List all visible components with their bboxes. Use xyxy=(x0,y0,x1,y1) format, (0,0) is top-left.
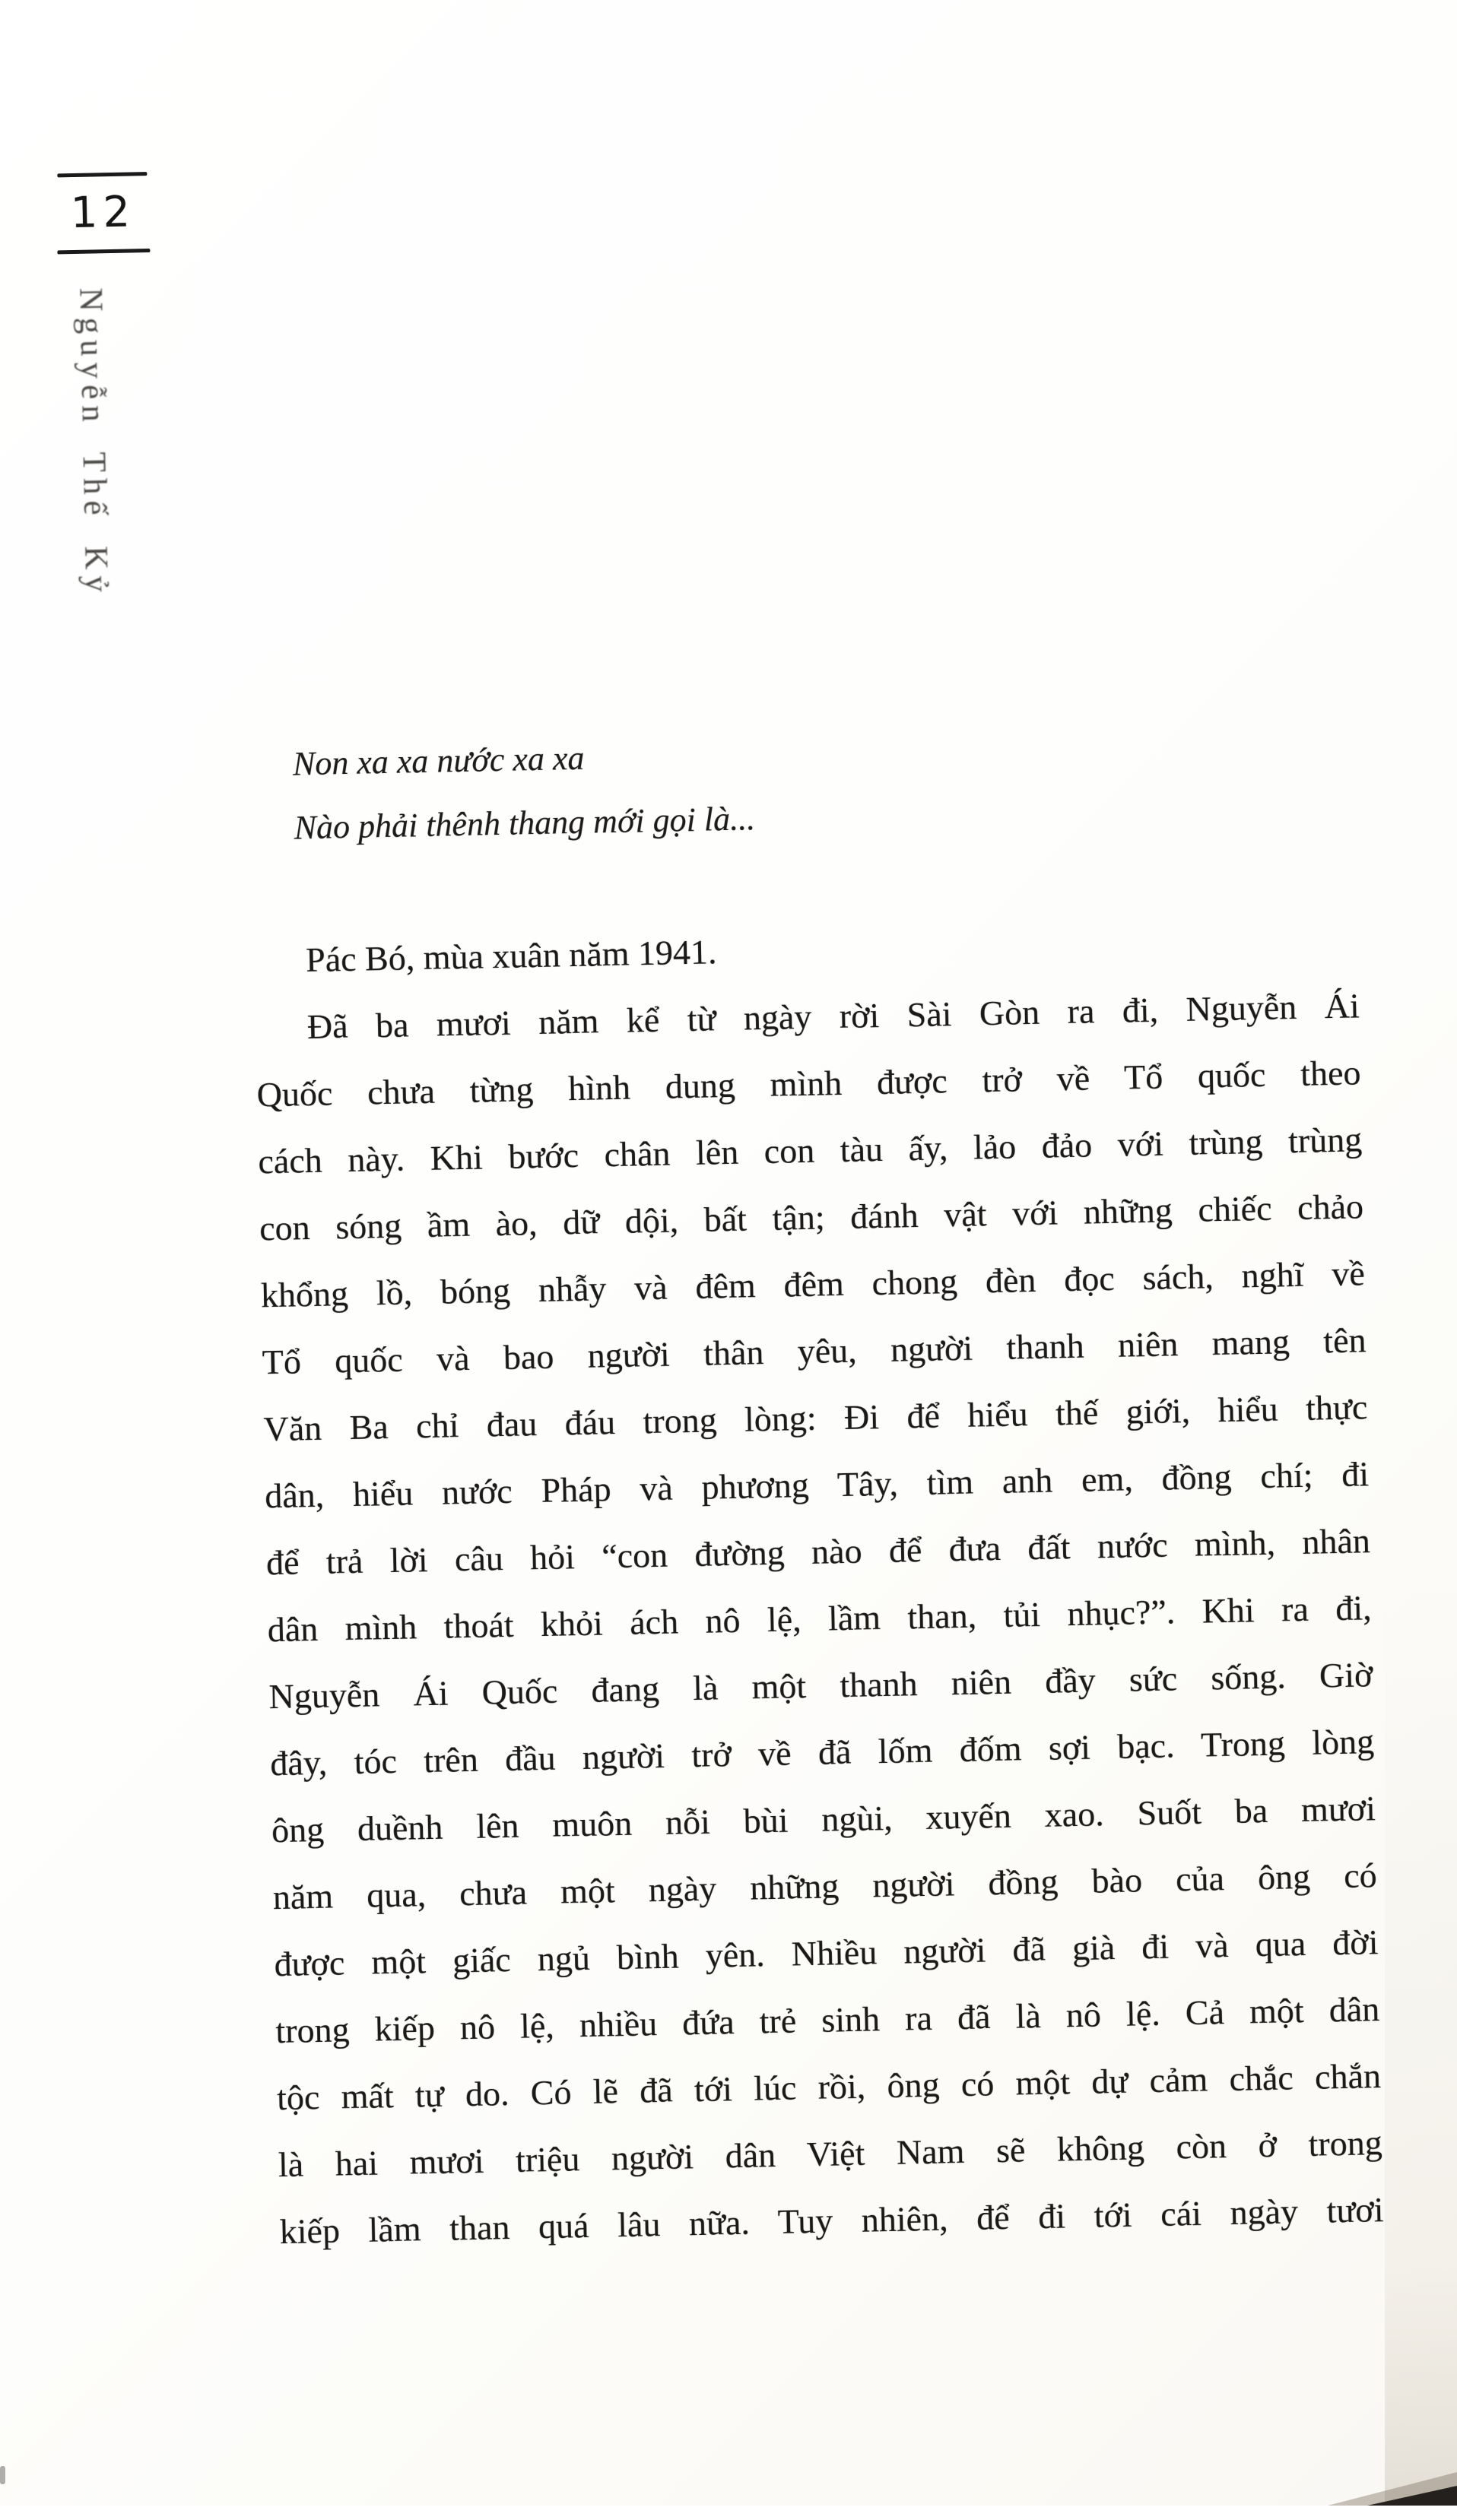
body-line: Quốc chưa từng hình dung mình được trở về Tổ quốc theo xyxy=(256,1053,1361,1114)
body-line: dân, hiểu nước Pháp và phương Tây, tìm anh em, đồng chí; đi xyxy=(264,1454,1370,1516)
body-line: con sóng ầm ào, dữ dội, bất tận; đánh vật với những chiếc chảo xyxy=(259,1187,1364,1248)
page-number: 12 xyxy=(70,187,136,239)
body-line: dân mình thoát khỏi ách nô lệ, lầm than, tủi nhục?”. Khi ra đi, xyxy=(267,1588,1373,1650)
body-line: để trả lời câu hỏi “con đường nào để đưa đất nước mình, nhân xyxy=(265,1521,1371,1583)
body-line: Tổ quốc và bao người thân yêu, người thanh niên mang tên xyxy=(262,1320,1367,1382)
body-line: Đã ba mươi năm kể từ ngày rời Sài Gòn ra đi, Nguyễn Ái xyxy=(306,986,1360,1047)
body-line: trong kiếp nô lệ, nhiều đứa trẻ sinh ra đã là nô lệ. Cả một dân xyxy=(275,1989,1380,2051)
body-line: được một giấc ngủ bình yên. Nhiều người đã già đi và qua đời xyxy=(274,1922,1379,1984)
body-line: cách này. Khi bước chân lên con tàu ấy, lảo đảo với trùng trùng xyxy=(257,1120,1363,1181)
scan-ink-speck xyxy=(0,2466,5,2484)
body-text xyxy=(253,905,1384,2265)
author-name-vertical: Nguyễn Thế Kỷ xyxy=(72,287,115,599)
body-line: ông duềnh lên muôn nỗi bùi ngùi, xuyến xao. Suốt ba mươi xyxy=(271,1789,1376,1850)
body-line: khổng lồ, bóng nhẫy và đêm đêm chong đèn đọc sách, nghĩ về xyxy=(260,1254,1366,1315)
body-line: đây, tóc trên đầu người trở về đã lốm đốm sợi bạc. Trong lòng xyxy=(269,1722,1375,1783)
epigraph xyxy=(292,715,1131,860)
body-line: là hai mươi triệu người dân Việt Nam sẽ không còn ở trong xyxy=(278,2122,1383,2185)
scan-edge-shadow xyxy=(1385,1555,1457,2506)
epigraph-line: Non xa xa nước xa xa xyxy=(292,739,585,783)
body-line: kiếp lầm than quá lâu nữa. Tuy nhiên, để đi tới cái ngày tươi xyxy=(279,2189,1384,2252)
epigraph-line: Nào phải thênh thang mới gọi là... xyxy=(294,800,756,847)
page-number-block xyxy=(56,172,150,254)
body-line: Pác Bó, mùa xuân năm 1941. xyxy=(305,932,717,980)
body-line: năm qua, chưa một ngày những người đồng bào của ông có xyxy=(272,1856,1378,1917)
body-line: Nguyễn Ái Quốc đang là một thanh niên đầy sức sống. Giờ xyxy=(268,1655,1373,1716)
body-line: tộc mất tự do. Có lẽ đã tới lúc rồi, ông có một dự cảm chắc chắn xyxy=(276,2056,1382,2118)
body-line: Văn Ba chỉ đau đáu trong lòng: Đi để hiểu thế giới, hiểu thực xyxy=(263,1387,1368,1449)
